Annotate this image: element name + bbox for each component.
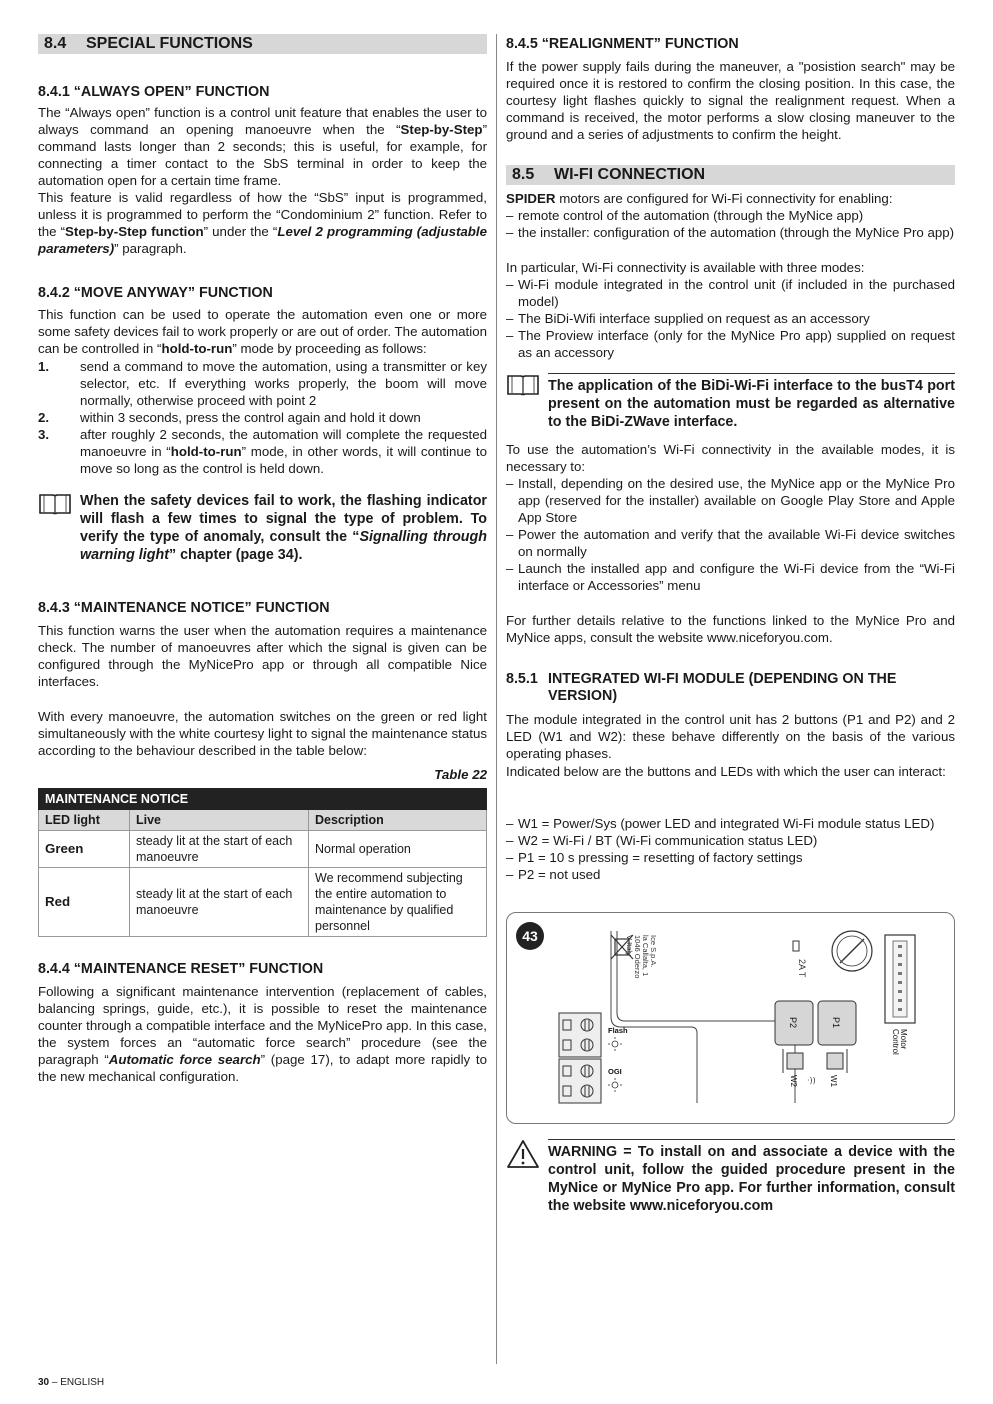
- list-text: remote control of the automation (through the MyNice app): [518, 208, 864, 223]
- step-text: within 3 seconds, press the control again and hold it down: [80, 410, 421, 425]
- dash-bullet: –: [506, 225, 514, 240]
- footer-language: – ENGLISH: [49, 1377, 105, 1388]
- paragraph-maintenance-notice-2: With every manoeuvre, the automation switches on the green or red light simultaneously with the white courtesy light to signal the maintenance status according to the behaviour described in the table below:: [38, 709, 487, 758]
- dash-bullet: –: [506, 311, 514, 326]
- text: ” mode by proceeding as follows:: [232, 341, 427, 356]
- paragraph-always-open: [38, 104, 487, 257]
- section-heading-8-4: [38, 34, 487, 54]
- bold-italic-text: Level 2 programming (adjustable parameters): [38, 224, 488, 256]
- column-divider: [496, 34, 497, 1364]
- bold-text: SPIDER: [506, 191, 556, 206]
- button-p2-label: P2: [788, 1017, 798, 1029]
- list-item: [506, 276, 955, 310]
- step-number: 3.: [38, 427, 50, 442]
- step-number: 2.: [38, 410, 50, 425]
- list-item: [38, 409, 487, 426]
- note-safety-devices: [38, 492, 487, 564]
- list-item: [506, 832, 955, 849]
- table-row: [39, 868, 487, 937]
- dash-bullet: –: [506, 527, 514, 542]
- heading-8-4-4: 8.4.4 “MAINTENANCE RESET” FUNCTION: [38, 961, 324, 977]
- table-cell: Green: [39, 831, 130, 868]
- module-controls-list: [506, 815, 955, 883]
- paragraph-maintenance-reset: [38, 983, 487, 1085]
- text: Following a significant maintenance intervention (replacement of cables, balancing springs, guide, etc.), it is possible to reset the maintenance counter through a compatible interface and the MyNicePro app. In this case, the system forces an “automatic force search” procedure (see the paragraph “: [38, 984, 487, 1067]
- heading-8-4-1: 8.4.1 “ALWAYS OPEN” FUNCTION: [38, 84, 270, 100]
- wifi-steps-list: [506, 475, 955, 594]
- list-item: [506, 849, 955, 866]
- address-line: la Callalta, 1: [641, 935, 650, 977]
- paragraph-wifi-modes: In particular, Wi-Fi connectivity is available with three modes:: [506, 260, 865, 275]
- address-line: V Italy: [625, 935, 634, 956]
- bold-text: Step-by-Step function: [65, 224, 204, 239]
- heading-8-5-1: [506, 671, 955, 705]
- column-header: LED light: [39, 810, 130, 831]
- dash-bullet: –: [506, 867, 514, 882]
- section-heading-8-5: [506, 165, 955, 185]
- address-line: 1046 Oderzo: [633, 935, 642, 979]
- book-icon: [506, 373, 548, 431]
- text: When the safety devices fail to work, the flashing indicator will flash a few times to signal the type of problem. To verify the type of anomaly, consult the “: [80, 493, 487, 545]
- text: ” paragraph.: [114, 241, 187, 256]
- text: The “Always open” function is a control unit feature that enables the user to always command an opening manoeuvre when the “: [38, 105, 487, 137]
- table-caption: Table 22: [434, 767, 487, 782]
- list-item: [506, 866, 955, 883]
- list-text: Power the automation and verify that the available Wi-Fi device switches on normally: [518, 527, 955, 559]
- heading-number: 8.5.1: [506, 671, 538, 687]
- list-item: [506, 327, 955, 361]
- text: after roughly 2 seconds, the automation will complete the requested manoeuvre in “: [80, 427, 487, 459]
- list-item: [506, 207, 955, 224]
- warning-triangle-icon: [506, 1139, 548, 1215]
- table-header-row: [39, 810, 487, 831]
- warning-text: WARNING = To install on and associate a device with the control unit, follow the guided procedure present in the MyNice or MyNice Pro app. For further information, consult the website www.niceforyou.com: [548, 1139, 955, 1215]
- step-text: send a command to move the automation, using a transmitter or key selector, etc. If everything works properly, the boom will move normally, otherwise proceed with point 2: [80, 359, 487, 408]
- table-cell: Normal operation: [309, 831, 487, 868]
- heading-8-4-5: 8.4.5 “REALIGNMENT” FUNCTION: [506, 36, 739, 52]
- table-cell: Red: [39, 868, 130, 937]
- table-title-row: [39, 789, 487, 810]
- list-item: [506, 310, 955, 327]
- note-text: [80, 492, 487, 564]
- section-number: 8.4: [44, 35, 67, 52]
- list-text: the installer: configuration of the automation (through the MyNice Pro app): [518, 225, 955, 240]
- dash-bullet: –: [506, 850, 514, 865]
- bold-text: hold-to-run: [170, 444, 242, 459]
- step-number: 1.: [38, 359, 50, 374]
- list-text: The Proview interface (only for the MyNice Pro app) supplied on request as an accessory: [518, 328, 955, 360]
- text: ” chapter (page 34).: [168, 547, 303, 563]
- dash-bullet: –: [506, 476, 514, 491]
- warning-note: [506, 1139, 955, 1215]
- list-text: The BiDi-Wifi interface supplied on request as an accessory: [518, 311, 870, 326]
- flash-label: Flash: [608, 1026, 628, 1035]
- dash-bullet: –: [506, 816, 514, 831]
- list-text: P2 = not used: [518, 867, 601, 882]
- paragraph-further-details: For further details relative to the functions linked to the MyNice Pro and MyNice apps, consult the website www.niceforyou.com.: [506, 613, 955, 645]
- note-text: The application of the BiDi-Wi-Fi interface to the busT4 port present on the automation must be regarded as alternative to the BiDi-ZWave interface.: [548, 373, 955, 431]
- wifi-modes-list: [506, 276, 955, 361]
- fuse-label: 2A T: [797, 959, 807, 978]
- table-row: [39, 831, 487, 868]
- heading-8-4-3: 8.4.3 “MAINTENANCE NOTICE” FUNCTION: [38, 600, 330, 616]
- svg-text:·)): ·)): [807, 1076, 816, 1085]
- button-p1-label: P1: [831, 1017, 841, 1029]
- section-title: WI-FI CONNECTION: [554, 166, 706, 183]
- italic-text: Signalling through warning light: [80, 529, 487, 563]
- table-cell: We recommend subjecting the entire automation to maintenance by qualified personnel: [309, 868, 487, 937]
- list-item: [38, 426, 487, 477]
- list-item: [506, 475, 955, 526]
- text: motors are configured for Wi-Fi connectivity for enabling:: [555, 191, 893, 206]
- list-item: [506, 815, 955, 832]
- text: ” mode, in other words, it will continue to move so long as the control is held down.: [80, 444, 487, 476]
- book-icon: [38, 492, 80, 564]
- maintenance-notice-table: [38, 788, 487, 937]
- dash-bullet: –: [506, 833, 514, 848]
- dash-bullet: –: [506, 561, 514, 576]
- paragraph-wifi-usage: To use the automation’s Wi-Fi connectivity in the available modes, it is necessary to:: [506, 442, 955, 474]
- list-text: Wi-Fi module integrated in the control unit (if included in the purchased model): [518, 277, 955, 309]
- heading-text: INTEGRATED WI-FI MODULE (DEPENDING ON THE VERSION): [548, 671, 897, 704]
- steps-list: [38, 358, 487, 477]
- section-title: SPECIAL FUNCTIONS: [86, 35, 253, 52]
- list-item: [38, 358, 487, 409]
- text: ” (page 17), to adapt more rapidly to the new mechanical configuration.: [38, 1052, 487, 1084]
- list-item: [506, 560, 955, 594]
- address-line: Ice S.p.A.: [649, 935, 658, 968]
- list-text: W2 = Wi-Fi / BT (Wi-Fi communication status LED): [518, 833, 818, 848]
- list-item: [506, 526, 955, 560]
- column-header: Description: [309, 810, 487, 831]
- figure-43-control-board: [506, 912, 955, 1124]
- paragraph-move-anyway: [38, 306, 487, 357]
- ogi-label: OGI: [608, 1067, 622, 1076]
- paragraph-module-1: The module integrated in the control unit has 2 buttons (P1 and P2) and 2 LED (W1 and W2): these behave differently on the basis of the various operating phases.: [506, 712, 955, 761]
- dash-bullet: –: [506, 328, 514, 343]
- led-w2-label: W2: [789, 1075, 798, 1087]
- list-text: W1 = Power/Sys (power LED and integrated Wi-Fi module status LED): [518, 816, 935, 831]
- text: This function can be used to operate the automation even one or more some safety devices fail to work properly or are out of order. The automation can be controlled in “: [38, 307, 487, 356]
- list-text: P1 = 10 s pressing = resetting of factory settings: [518, 850, 803, 865]
- step-text: [80, 426, 487, 477]
- bold-text: hold-to-run: [161, 341, 233, 356]
- list-text: Launch the installed app and configure the Wi-Fi device from the “Wi-Fi interface or Accessories” menu: [518, 561, 955, 593]
- list-item: [506, 224, 955, 241]
- column-header: Live: [130, 810, 309, 831]
- paragraph-wifi-intro: [506, 190, 955, 207]
- motor-label: Motor: [899, 1029, 908, 1050]
- note-bidi-wifi: [506, 373, 955, 431]
- table-title: MAINTENANCE NOTICE: [39, 789, 487, 810]
- led-w1-label: W1: [829, 1075, 838, 1087]
- bold-italic-text: Automatic force search: [108, 1052, 261, 1067]
- wifi-uses-list: [506, 207, 955, 241]
- table-cell: steady lit at the start of each manoeuvre: [130, 868, 309, 937]
- paragraph-realignment: If the power supply fails during the maneuver, a "posistion search" may be required once it is restored to confirm the closing position. In this case, the courtesy light flashes quickly to signal the realignment request. When a command is received, the motor performs a slow closing maneuver to the ground and a series of adjustments to confirm the height.: [506, 59, 955, 142]
- figure-number: 43: [522, 928, 538, 944]
- paragraph-maintenance-notice-1: This function warns the user when the automation requires a maintenance check. The number of manoeuvres after which the signal is given can be configured through the MyNicePro app or through all compatible Nice interfaces.: [38, 623, 487, 689]
- control-board-diagram: [507, 913, 954, 1123]
- list-text: Install, depending on the desired use, the MyNice app or the MyNice Pro app (reserved for the installer) available on Google Play Store and Apple App Store: [518, 476, 955, 525]
- paragraph-module-2: Indicated below are the buttons and LEDs with which the user can interact:: [506, 764, 946, 779]
- page-number: 30: [38, 1377, 50, 1388]
- page-footer: [38, 1377, 104, 1388]
- section-number: 8.5: [512, 166, 535, 183]
- text: ” under the “: [203, 224, 278, 239]
- table-cell: steady lit at the start of each manoeuvre: [130, 831, 309, 868]
- dash-bullet: –: [506, 277, 514, 292]
- text: ” command lasts longer than 2 seconds; this is useful, for example, for connecting a timer contact to the SbS terminal in order to keep the automation open for a certain time frame.: [38, 122, 487, 188]
- text: This feature is valid regardless of how the “SbS” input is programmed, unless it is programmed to perform the “Condominium 2” function. Refer to the “: [38, 190, 487, 239]
- control-label: Control: [891, 1029, 900, 1055]
- bold-text: Step-by-Step: [400, 122, 483, 137]
- dash-bullet: –: [506, 208, 514, 223]
- heading-8-4-2: 8.4.2 “MOVE ANYWAY” FUNCTION: [38, 285, 273, 301]
